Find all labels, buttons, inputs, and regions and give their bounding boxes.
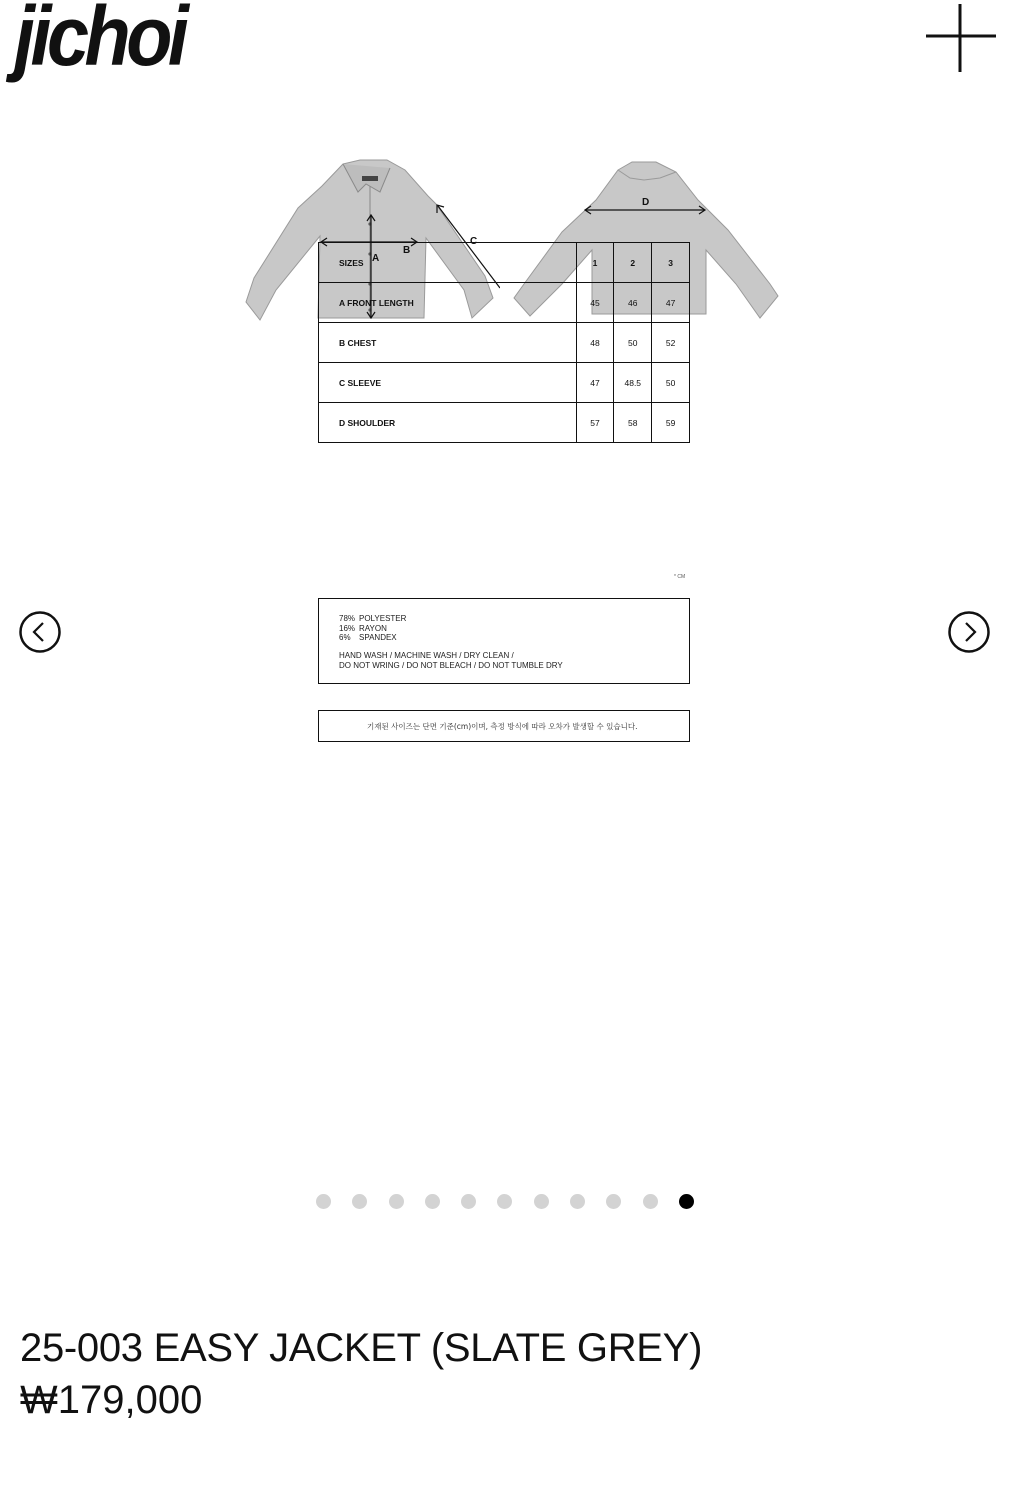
pagination-dot-9[interactable] (606, 1194, 621, 1209)
material-pct: 6% (339, 633, 351, 642)
table-row (319, 363, 690, 403)
pagination-dot-10[interactable] (643, 1194, 658, 1209)
table-cell: 47 (652, 283, 690, 323)
table-cell: 45 (576, 283, 614, 323)
pagination-dot-1[interactable] (316, 1194, 331, 1209)
care-box (318, 598, 690, 684)
table-cell: 50 (652, 363, 690, 403)
carousel-pagination (316, 1194, 715, 1210)
table-cell: 57 (576, 403, 614, 443)
pagination-dot-8[interactable] (570, 1194, 585, 1209)
label-d: D (642, 197, 650, 208)
material-pct: 78% (339, 614, 356, 623)
row-label: C SLEEVE (319, 363, 577, 403)
table-cell: 48.5 (614, 363, 652, 403)
care-instructions-1: HAND WASH / MACHINE WASH / DRY CLEAN / (339, 651, 514, 660)
table-row (319, 323, 690, 363)
material-name: RAYON (359, 623, 387, 633)
pagination-dot-2[interactable] (352, 1194, 367, 1209)
table-cell: 59 (652, 403, 690, 443)
brand-logo[interactable]: jichoi (14, 0, 185, 83)
pagination-dot-5[interactable] (461, 1194, 476, 1209)
table-row (319, 403, 690, 443)
unit-note: * CM (674, 574, 686, 580)
pagination-dot-7[interactable] (534, 1194, 549, 1209)
material-line (339, 633, 397, 643)
material-line (339, 624, 387, 634)
material-pct: 16% (339, 623, 356, 633)
label-c: C (470, 236, 478, 247)
label-b: B (403, 245, 411, 256)
size-table (318, 242, 690, 443)
care-instructions-2: DO NOT WRING / DO NOT BLEACH / DO NOT TUMBLE DRY (339, 660, 563, 670)
table-cell: 47 (576, 363, 614, 403)
size-table-header (319, 243, 690, 283)
menu-button[interactable] (926, 2, 998, 74)
table-cell: 46 (614, 283, 652, 323)
table-cell: 58 (614, 403, 652, 443)
row-label: B CHEST (319, 323, 577, 363)
pagination-dot-11[interactable] (679, 1194, 694, 1209)
pagination-dot-6[interactable] (497, 1194, 512, 1209)
pagination-dot-3[interactable] (389, 1194, 404, 1209)
size-note-text: 기재된 사이즈는 단면 기준(cm)이며, 측정 방식에 따라 오차가 발생할 수 있습니다. (367, 721, 638, 731)
material-name: SPANDEX (359, 633, 397, 642)
table-row (319, 283, 690, 323)
material-line (339, 614, 406, 624)
sizes-label: SIZES (319, 243, 577, 283)
product-price: ₩179,000 (20, 1378, 203, 1422)
pagination-dot-4[interactable] (425, 1194, 440, 1209)
size-3: 3 (652, 243, 690, 283)
material-name: POLYESTER (359, 614, 407, 623)
plus-icon (926, 2, 998, 74)
size-note (318, 710, 690, 742)
row-label: A FRONT LENGTH (319, 283, 577, 323)
table-cell: 50 (614, 323, 652, 363)
product-title: 25-003 EASY JACKET (SLATE GREY) (20, 1326, 703, 1370)
row-label: D SHOULDER (319, 403, 577, 443)
label-a: A (372, 253, 380, 264)
table-cell: 48 (576, 323, 614, 363)
size-2: 2 (614, 243, 652, 283)
size-1: 1 (576, 243, 614, 283)
table-cell: 52 (652, 323, 690, 363)
